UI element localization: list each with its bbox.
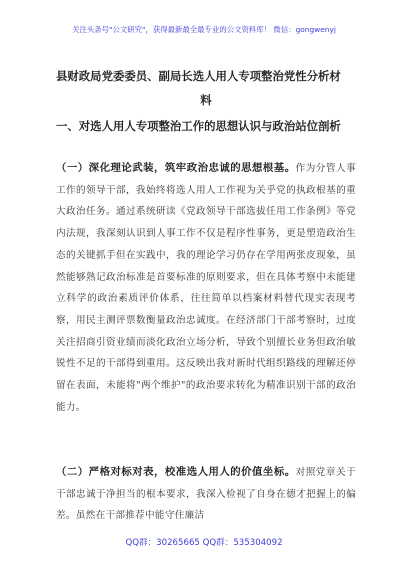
footer-qq-groups: QQ群：30265665 QQ群：535304092 xyxy=(125,538,283,548)
document-title-line1: 县财政局党委委员、副局长选人用人专项整治党性分析材 xyxy=(56,69,341,83)
document-title-line2: 料 xyxy=(200,93,212,107)
paragraph-1-lead: （一）深化理论武装，筑牢政治忠诚的思想根基。 xyxy=(56,162,296,174)
header-notice: 关注头条号"公文研究"，获得最新最全最专业的公文资料库！ 微信：gongwenyj xyxy=(72,25,336,34)
paragraph-1 xyxy=(56,158,356,418)
paragraph-2-lead: （二）严格对标对表，校准选人用人的价值坐标。 xyxy=(56,466,296,478)
paragraph-2-text: 对照党章关于干部忠诚于净担当的根本要求，我深入检视了自身在德才把握上的偏差。虽然在干部推荐中能守住廉洁 xyxy=(56,467,356,522)
document-title xyxy=(56,64,356,112)
section-heading: 一、对选人用人专项整治工作的思想认识与政治站位剖析 xyxy=(56,119,341,133)
paragraph-1-text: 作为分管人事工作的领导干部，我始终将选人用人工作视为关乎党的执政根基的重大政治任务。通过系统研读《党政领导干部选拔任用工作条例》等党内法规，我深刻认识到人事工作不仅是程序性事务，更是塑造政治生态的关键抓手但在实践中，我的理论学习仍存在学用两张皮现象，虽然能够熟记政治标准是首要标准的原则要求，但在具体考察中未能建立科学的政治素质评价体系，往往简单以档案材料替代现实表现考察，用民主测评票数衡量政治忠诚度。在经济部门干部考察时，过度关注招商引资业绩而淡化政治立场分析，导致个别擅长业务但政治敏锐性不足的干部得到重用。这反映出我对新时代组织路线的理解还停留在表面，未能将"两个维护"的政治要求转化为精准识别干部的政治能力。 xyxy=(56,163,356,413)
paragraph-2 xyxy=(56,462,356,527)
